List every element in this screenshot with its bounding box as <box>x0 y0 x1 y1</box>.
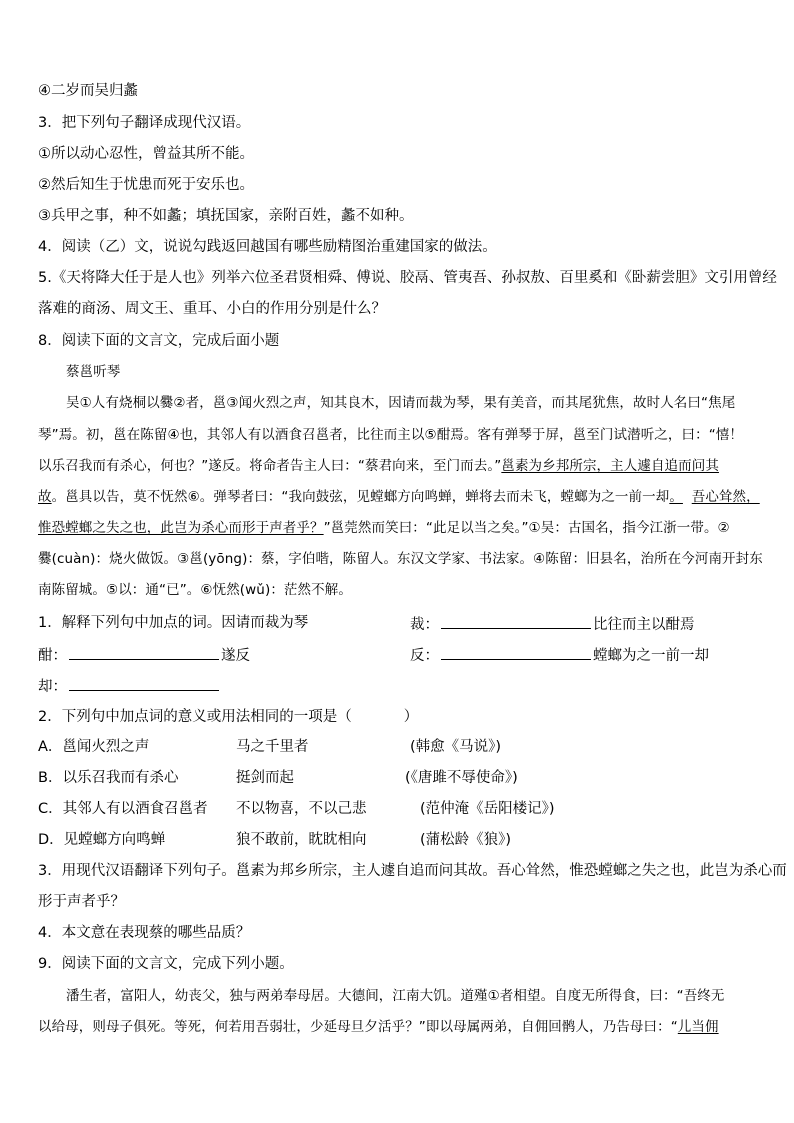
text-line: ④二岁而吴归蠡 <box>38 83 138 99</box>
answer-label <box>38 675 221 697</box>
answer-blank[interactable] <box>441 644 591 660</box>
answer-label-text: 酣： <box>38 648 67 664</box>
section-heading: 9．阅读下面的文言文，完成下列小题。 <box>38 956 294 972</box>
question-heading: 5.《天将降大任于是人也》列举六位圣君贤相舜、傅说、胶鬲、管夷吾、孙叔敖、百里奚和《卧薪尝胆》文引用曾经 <box>38 270 777 286</box>
passage-title: 蔡邕听琴 <box>66 364 121 380</box>
option-d-source: (蒲松龄《狼》) <box>420 832 512 848</box>
answer-blank[interactable] <box>441 613 591 629</box>
option-b-sentence: B．以乐召我而有杀心 <box>38 770 179 786</box>
question-close: ） <box>403 709 419 725</box>
passage-gap <box>683 489 692 505</box>
underlined-sentence: 邕素为乡邦所宗，主人遽自追而问其 <box>501 458 719 474</box>
option-b-compare: 挺剑而起 <box>236 770 294 786</box>
text-line: ③兵甲之事，种不如蠡；填抚国家，亲附百姓，蠡不如种。 <box>38 208 414 224</box>
option-c-sentence: C．其邻人有以酒食召邕者 <box>38 801 208 817</box>
option-b-source: (《唐雎不辱使命》) <box>405 770 518 786</box>
passage-line: 琴”焉。初，邕在陈留④也，其邻人有以酒食召邕者，比往而主以⑤酣焉。客有弹琴于屏，邕至门试潜听之，曰：“憘！ <box>38 427 743 443</box>
option-a-sentence: A．邕闻火烈之声 <box>38 739 150 755</box>
passage-line: 吴①人有烧桐以爨②者，邕③闻火烈之声，知其良木，因请而裁为琴，果有美音，而其尾犹焦，故时人名曰“焦尾 <box>66 395 736 411</box>
question-text: 1．解释下列句中加点的词。因请而裁为琴 <box>38 615 309 631</box>
underlined-sentence: 惟恐螳螂之失之也，此岂为杀心而形于声者乎？ <box>38 520 324 536</box>
question-text: 形于声者乎？ <box>38 894 125 910</box>
question-text: 4．本文意在表现蔡的哪些品质？ <box>38 925 251 941</box>
question-heading: 4．阅读（乙）文，说说勾践返回越国有哪些励精图治重建国家的做法。 <box>38 239 497 255</box>
answer-blank[interactable] <box>69 644 219 660</box>
option-a-compare: 马之千里者 <box>236 739 309 755</box>
passage-text: 以乐召我而有杀心，何也？”遂反。将命者告主人曰：“蔡君向来，至门而去。” <box>38 458 502 474</box>
text-line: 落难的商汤、周文王、重耳、小白的作用分别是什么？ <box>38 301 386 317</box>
note-line: 南陈留城。⑤以：通“已”。⑥怃然(wǔ)：茫然不解。 <box>38 582 352 598</box>
passage-line <box>38 456 764 476</box>
answer-label-text: 反： <box>410 648 439 664</box>
note-line: 爨(cuàn)：烧火做饭。③邕(yōng)：蔡，字伯喈，陈留人。东汉文学家、书法家。④陈留：旧县名，治所在今河南开封东 <box>38 551 763 567</box>
option-c-source: (范仲淹《岳阳楼记》) <box>420 801 555 817</box>
question-text: 比往而主以酣焉 <box>593 617 695 633</box>
answer-label <box>410 613 695 635</box>
answer-label-text: 却： <box>38 679 67 695</box>
answer-slot[interactable] <box>354 706 402 721</box>
option-c-compare: 不以物喜，不以己悲 <box>236 801 367 817</box>
passage-text: 。邕具以告，莫不怃然⑥。弹琴者曰：“我向鼓弦，见螳螂方向鸣蝉，蝉将去而未飞，螳螂为之一前一却 <box>51 489 670 505</box>
passage-text: ”邕莞然而笑曰：“此足以当之矣。”①吴：古国名，指今江浙一带。② <box>323 520 730 536</box>
question-text: 3．用现代汉语翻译下列句子。邕素为邦乡所宗，主人遽自追而问其故。吾心耸然，惟恐螳螂之失之也，此岂为杀心而 <box>38 863 787 879</box>
option-d-compare: 狼不敢前，眈眈相向 <box>236 832 367 848</box>
passage-line: 潘生者，富阳人，幼丧父，独与两弟奉母居。大德间，江南大饥。道殣①者相望。自度无所得食，曰：“吾终无 <box>66 988 725 1004</box>
answer-label <box>410 644 709 666</box>
answer-label <box>38 644 250 666</box>
question-stem: 2．下列句中加点词的意义或用法相同的一项是（ <box>38 709 352 725</box>
underlined-sentence: 。 <box>669 489 683 505</box>
question-text: 螳螂为之一前一却 <box>593 648 709 664</box>
underlined-sentence: 吾心耸然， <box>691 489 760 505</box>
passage-line <box>38 487 764 507</box>
underlined-sentence: 故 <box>38 489 52 505</box>
option-a-source: (韩愈《马说》) <box>410 739 502 755</box>
passage-text: 以给母，则母子俱死。等死，何若用吾弱壮，少延母旦夕活乎？”即以母属两弟，自佣回鹘人，乃告母曰：“ <box>38 1019 678 1035</box>
question-heading: 3．把下列句子翻译成现代汉语。 <box>38 115 251 131</box>
answer-label-text: 裁： <box>410 617 439 633</box>
question-text <box>38 706 418 727</box>
text-line: ①所以动心忍性，曾益其所不能。 <box>38 146 254 162</box>
passage-line <box>38 1017 764 1037</box>
option-d-sentence: D．见螳螂方向鸣蝉 <box>38 832 166 848</box>
text-line: ②然后知生于忧患而死于安乐也。 <box>38 177 254 193</box>
passage-line <box>38 518 764 538</box>
question-text: 遂反 <box>221 648 250 664</box>
answer-blank[interactable] <box>69 675 219 691</box>
underlined-sentence: 儿当佣 <box>677 1019 719 1035</box>
section-heading: 8．阅读下面的文言文，完成后面小题 <box>38 333 280 349</box>
